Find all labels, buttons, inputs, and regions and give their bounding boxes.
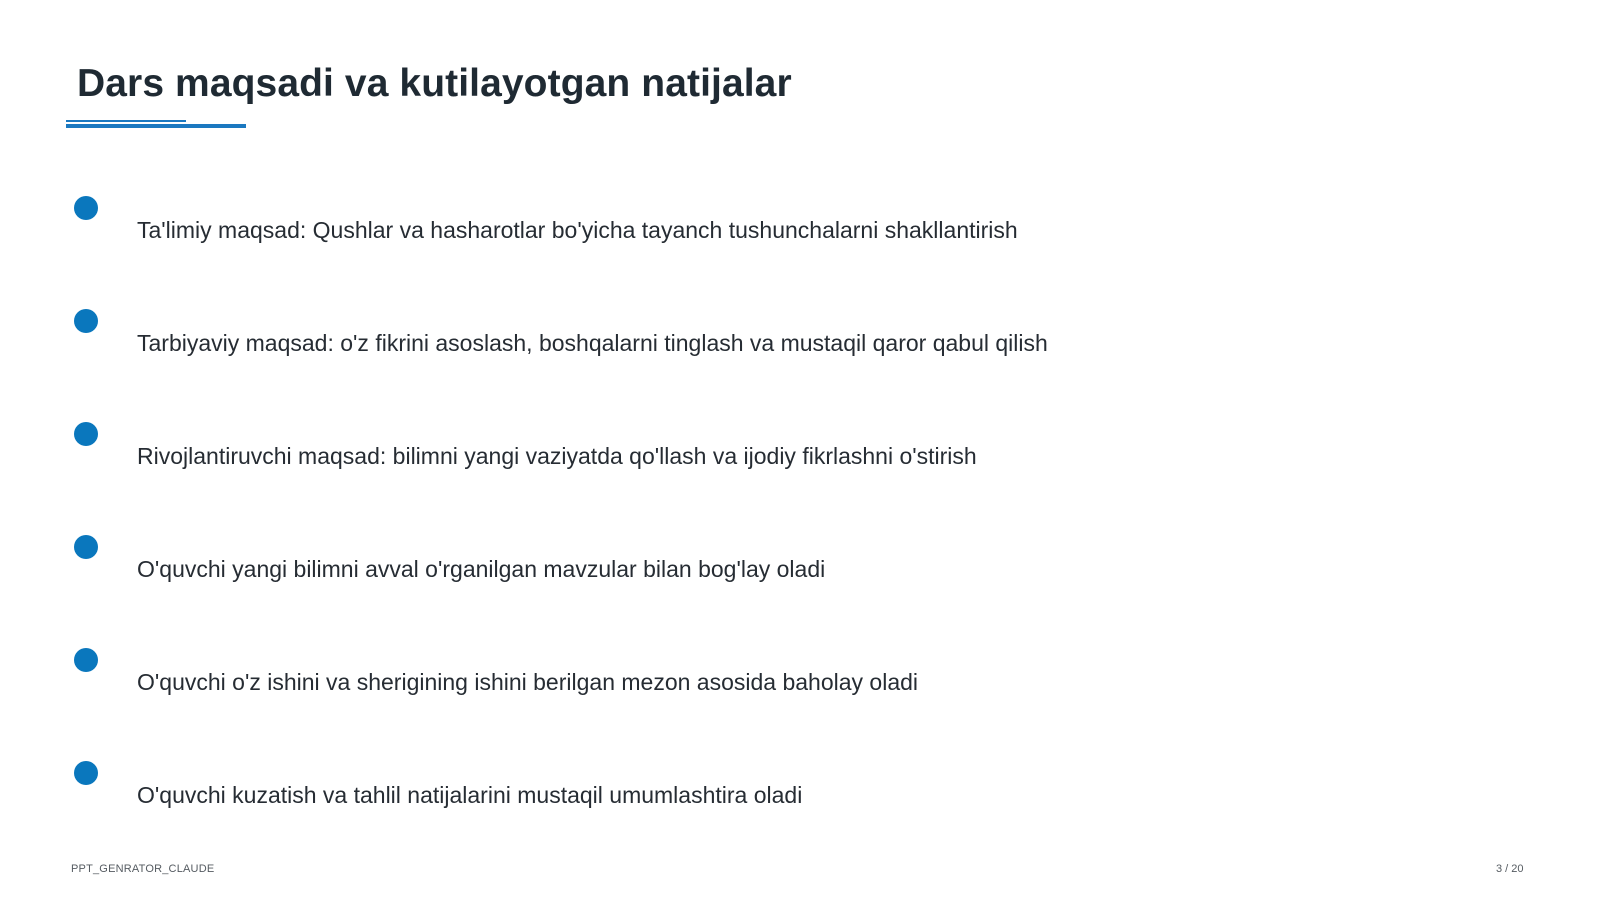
title-underline-accent <box>66 124 246 128</box>
bullet-text: Tarbiyaviy maqsad: o'z fikrini asoslash, boshqalarni tinglash va mustaqil qaror qabul qilish <box>137 330 1048 356</box>
bullet-text: O'quvchi yangi bilimni avval o'rganilgan mavzular bilan bog'lay oladi <box>137 556 826 582</box>
page-number: 3 / 20 <box>1496 863 1524 875</box>
bullet-dot-icon <box>74 309 98 333</box>
bullet-text: O'quvchi o'z ishini va sherigining ishini berilgan mezon asosida baholay oladi <box>137 669 919 695</box>
slide-title: Dars maqsadi va kutilayotgan natijalar <box>77 62 792 105</box>
bullet-dot-icon <box>74 196 98 220</box>
bullet-dot-icon <box>74 422 98 446</box>
bullet-dot-icon <box>74 648 98 672</box>
bullet-dot-icon <box>74 535 98 559</box>
bullet-text: Ta'limiy maqsad: Qushlar va hasharotlar bo'yicha tayanch tushunchalarni shakllantirish <box>137 217 1018 243</box>
bullet-dot-icon <box>74 761 98 785</box>
footer-label: PPT_GENRATOR_CLAUDE <box>71 863 215 875</box>
title-underline-thin <box>66 120 186 122</box>
bullet-text: Rivojlantiruvchi maqsad: bilimni yangi vaziyatda qo'llash va ijodiy fikrlashni o'stirish <box>137 443 977 469</box>
bullet-text: O'quvchi kuzatish va tahlil natijalarini mustaqil umumlashtira oladi <box>137 782 803 808</box>
